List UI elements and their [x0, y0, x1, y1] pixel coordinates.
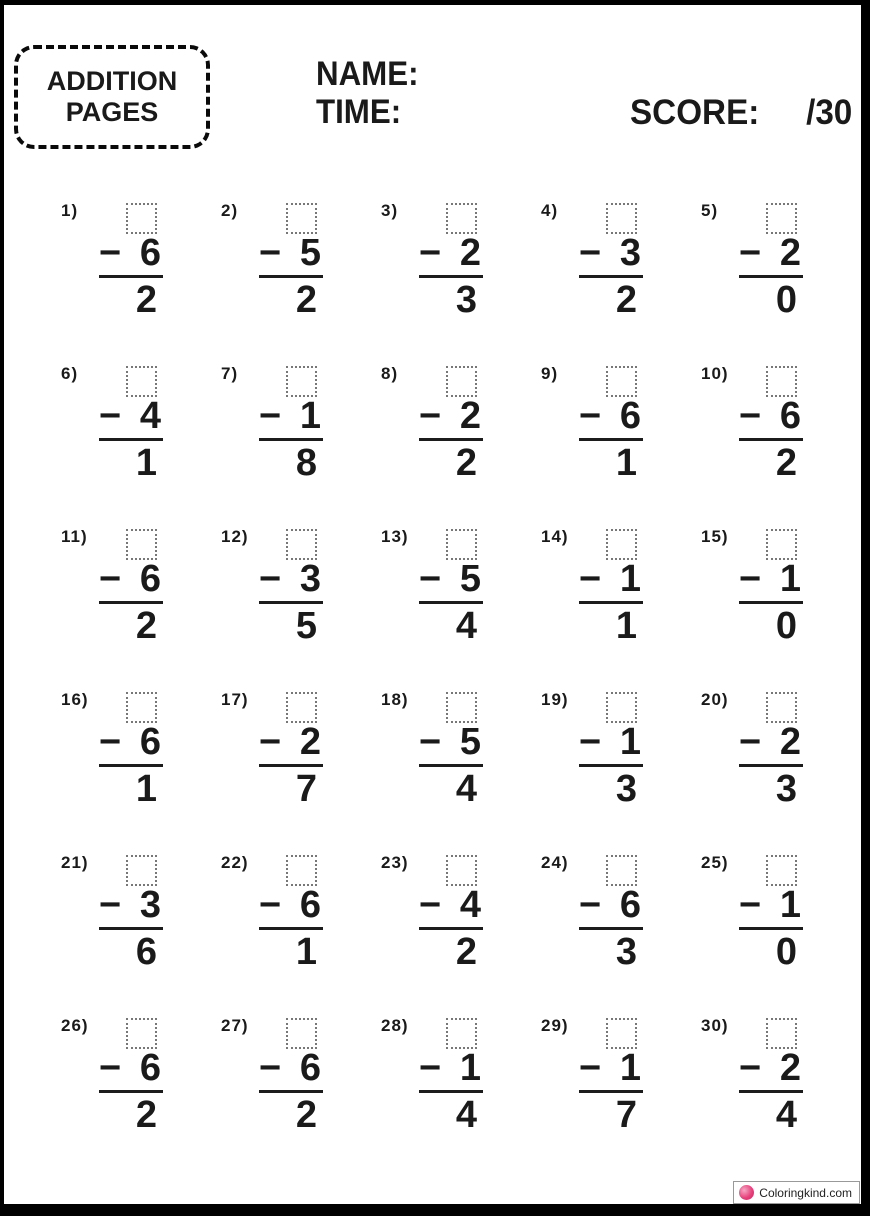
subtrahend: 1 [619, 721, 641, 763]
answer-box[interactable] [606, 366, 637, 397]
operand-row [579, 560, 643, 598]
equals-rule [739, 764, 803, 767]
subtrahend: 3 [619, 232, 641, 274]
problem-stack [739, 1018, 803, 1135]
operand-row [419, 560, 483, 598]
problem-stack [739, 366, 803, 483]
minus-sign: − [419, 884, 442, 926]
problem-number: 19) [541, 690, 569, 709]
equals-rule [99, 438, 163, 441]
minus-sign: − [579, 721, 602, 763]
problem-cell [209, 845, 369, 1008]
difference-value: 7 [295, 768, 317, 810]
subtrahend: 5 [459, 721, 481, 763]
equals-rule [579, 927, 643, 930]
answer-box[interactable] [126, 1018, 157, 1049]
answer-box[interactable] [606, 203, 637, 234]
minus-sign: − [99, 1047, 122, 1089]
problem-stack [259, 1018, 323, 1135]
problem-number: 13) [381, 527, 409, 546]
problem-number: 16) [61, 690, 89, 709]
equals-rule [419, 275, 483, 278]
operand-row [419, 1049, 483, 1087]
answer-box[interactable] [606, 692, 637, 723]
difference-value: 1 [615, 605, 637, 647]
operand-row [99, 234, 163, 272]
answer-box[interactable] [126, 366, 157, 397]
problem-number: 23) [381, 853, 409, 872]
problem-cell [209, 1008, 369, 1171]
name-label: NAME: [316, 55, 419, 93]
difference-value: 3 [615, 931, 637, 973]
answer-box[interactable] [446, 529, 477, 560]
operand-row [579, 397, 643, 435]
equals-rule [579, 1090, 643, 1093]
answer-box[interactable] [766, 529, 797, 560]
subtrahend: 6 [619, 395, 641, 437]
difference-value: 3 [455, 279, 477, 321]
difference-value: 0 [775, 605, 797, 647]
difference-value: 1 [135, 442, 157, 484]
problem-number: 30) [701, 1016, 729, 1035]
operand-row [739, 397, 803, 435]
problem-stack [419, 203, 483, 320]
minus-sign: − [99, 232, 122, 274]
minus-sign: − [419, 1047, 442, 1089]
answer-box[interactable] [446, 692, 477, 723]
subtrahend: 2 [779, 721, 801, 763]
answer-box[interactable] [126, 529, 157, 560]
problem-stack [419, 692, 483, 809]
minus-sign: − [739, 232, 762, 274]
difference-value: 4 [455, 1094, 477, 1136]
operand-row [739, 234, 803, 272]
answer-box[interactable] [126, 203, 157, 234]
subtrahend: 6 [779, 395, 801, 437]
problem-number: 5) [701, 201, 719, 220]
problem-cell [689, 1008, 849, 1171]
footer-brand [733, 1181, 860, 1204]
subtrahend: 2 [779, 232, 801, 274]
score-label: SCORE: [630, 93, 760, 132]
minus-sign: − [579, 1047, 602, 1089]
minus-sign: − [739, 558, 762, 600]
problem-number: 28) [381, 1016, 409, 1035]
minus-sign: − [259, 1047, 282, 1089]
problem-cell [209, 193, 369, 356]
problem-cell [529, 845, 689, 1008]
operand-row [99, 886, 163, 924]
problem-number: 18) [381, 690, 409, 709]
operand-row [419, 397, 483, 435]
problem-cell [529, 1008, 689, 1171]
problem-number: 1) [61, 201, 79, 220]
coloringkind-logo-icon [739, 1185, 754, 1200]
operand-row [419, 723, 483, 761]
minus-sign: − [579, 558, 602, 600]
minus-sign: − [259, 232, 282, 274]
problem-number: 10) [701, 364, 729, 383]
problem-number: 20) [701, 690, 729, 709]
problem-number: 26) [61, 1016, 89, 1035]
minus-sign: − [579, 884, 602, 926]
problem-cell [529, 193, 689, 356]
problem-cell [689, 519, 849, 682]
score-value: /30 [806, 93, 853, 132]
equals-rule [99, 927, 163, 930]
answer-box[interactable] [606, 529, 637, 560]
problem-cell [689, 845, 849, 1008]
problem-cell [49, 519, 209, 682]
footer-site-link[interactable]: Coloringkind.com [759, 1185, 852, 1200]
difference-value: 0 [775, 279, 797, 321]
worksheet-title-badge [14, 45, 210, 149]
subtrahend: 1 [779, 558, 801, 600]
problem-stack [739, 855, 803, 972]
equals-rule [579, 275, 643, 278]
operand-row [739, 723, 803, 761]
problem-number: 8) [381, 364, 399, 383]
problem-cell [689, 682, 849, 845]
subtrahend: 3 [299, 558, 321, 600]
equals-rule [739, 275, 803, 278]
minus-sign: − [259, 884, 282, 926]
problem-cell [209, 682, 369, 845]
difference-value: 2 [615, 279, 637, 321]
problem-number: 11) [61, 527, 88, 546]
answer-box[interactable] [766, 203, 797, 234]
problem-cell [49, 1008, 209, 1171]
operand-row [259, 886, 323, 924]
problem-number: 29) [541, 1016, 569, 1035]
minus-sign: − [259, 558, 282, 600]
difference-value: 2 [775, 442, 797, 484]
problem-cell [369, 1008, 529, 1171]
minus-sign: − [739, 721, 762, 763]
subtrahend: 6 [139, 721, 161, 763]
answer-box[interactable] [766, 366, 797, 397]
subtrahend: 4 [139, 395, 161, 437]
equals-rule [99, 1090, 163, 1093]
problem-number: 22) [221, 853, 249, 872]
problem-number: 6) [61, 364, 79, 383]
operand-row [419, 886, 483, 924]
difference-value: 4 [455, 605, 477, 647]
subtrahend: 6 [139, 232, 161, 274]
problem-number: 15) [701, 527, 729, 546]
subtrahend: 1 [619, 558, 641, 600]
subtrahend: 6 [619, 884, 641, 926]
problem-cell [369, 845, 529, 1008]
answer-box[interactable] [286, 203, 317, 234]
subtrahend: 4 [459, 884, 481, 926]
problem-stack [259, 692, 323, 809]
problem-cell [209, 356, 369, 519]
difference-value: 3 [615, 768, 637, 810]
operand-row [419, 234, 483, 272]
problem-stack [99, 203, 163, 320]
problem-number: 21) [61, 853, 89, 872]
minus-sign: − [419, 395, 442, 437]
subtrahend: 2 [459, 232, 481, 274]
difference-value: 1 [135, 768, 157, 810]
badge-line2: PAGES [65, 97, 159, 127]
operand-row [579, 723, 643, 761]
answer-box[interactable] [446, 203, 477, 234]
difference-value: 2 [295, 1094, 317, 1136]
problem-stack [99, 366, 163, 483]
problem-cell [689, 193, 849, 356]
problem-number: 27) [221, 1016, 249, 1035]
minus-sign: − [99, 884, 122, 926]
problem-stack [259, 203, 323, 320]
difference-value: 3 [775, 768, 797, 810]
equals-rule [419, 601, 483, 604]
problem-cell [369, 519, 529, 682]
answer-box[interactable] [446, 1018, 477, 1049]
difference-value: 4 [775, 1094, 797, 1136]
equals-rule [579, 438, 643, 441]
operand-row [99, 560, 163, 598]
problem-cell [689, 356, 849, 519]
difference-value: 1 [615, 442, 637, 484]
problem-stack [99, 1018, 163, 1135]
difference-value: 2 [295, 279, 317, 321]
operand-row [259, 723, 323, 761]
operand-row [579, 234, 643, 272]
problem-stack [99, 529, 163, 646]
subtrahend: 6 [299, 1047, 321, 1089]
subtrahend: 1 [619, 1047, 641, 1089]
problem-cell [369, 193, 529, 356]
equals-rule [259, 927, 323, 930]
problem-cell [49, 193, 209, 356]
equals-rule [739, 438, 803, 441]
equals-rule [739, 601, 803, 604]
answer-box[interactable] [126, 855, 157, 886]
problem-number: 4) [541, 201, 559, 220]
problem-stack [419, 1018, 483, 1135]
minus-sign: − [419, 721, 442, 763]
equals-rule [259, 1090, 323, 1093]
problem-stack [99, 855, 163, 972]
operand-row [579, 1049, 643, 1087]
answer-box[interactable] [126, 692, 157, 723]
answer-box[interactable] [286, 692, 317, 723]
operand-row [739, 886, 803, 924]
minus-sign: − [739, 395, 762, 437]
subtrahend: 1 [299, 395, 321, 437]
problem-number: 24) [541, 853, 569, 872]
problem-stack [579, 1018, 643, 1135]
answer-box[interactable] [606, 1018, 637, 1049]
score-block [630, 93, 852, 133]
problem-number: 17) [221, 690, 249, 709]
equals-rule [259, 438, 323, 441]
problem-stack [579, 692, 643, 809]
subtrahend: 2 [299, 721, 321, 763]
subtrahend: 6 [299, 884, 321, 926]
equals-rule [739, 927, 803, 930]
difference-value: 4 [455, 768, 477, 810]
equals-rule [99, 764, 163, 767]
problem-stack [259, 366, 323, 483]
difference-value: 2 [135, 1094, 157, 1136]
subtrahend: 6 [139, 558, 161, 600]
operand-row [259, 234, 323, 272]
badge-line1: ADDITION [46, 66, 178, 96]
operand-row [259, 397, 323, 435]
minus-sign: − [99, 721, 122, 763]
problem-stack [739, 692, 803, 809]
equals-rule [579, 764, 643, 767]
problem-number: 25) [701, 853, 729, 872]
operand-row [99, 723, 163, 761]
minus-sign: − [419, 558, 442, 600]
problem-number: 7) [221, 364, 239, 383]
problem-stack [99, 692, 163, 809]
minus-sign: − [579, 395, 602, 437]
operand-row [99, 397, 163, 435]
subtrahend: 6 [139, 1047, 161, 1089]
subtrahend: 3 [139, 884, 161, 926]
answer-box[interactable] [766, 692, 797, 723]
problem-stack [579, 366, 643, 483]
difference-value: 2 [135, 279, 157, 321]
problem-cell [49, 845, 209, 1008]
answer-box[interactable] [286, 855, 317, 886]
difference-value: 8 [295, 442, 317, 484]
minus-sign: − [259, 395, 282, 437]
difference-value: 5 [295, 605, 317, 647]
minus-sign: − [579, 232, 602, 274]
operand-row [739, 560, 803, 598]
problem-stack [739, 203, 803, 320]
problem-number: 9) [541, 364, 559, 383]
problem-cell [209, 519, 369, 682]
subtrahend: 2 [779, 1047, 801, 1089]
problem-cell [369, 682, 529, 845]
answer-box[interactable] [766, 1018, 797, 1049]
answer-box[interactable] [766, 855, 797, 886]
minus-sign: − [99, 395, 122, 437]
problem-stack [419, 529, 483, 646]
difference-value: 7 [615, 1094, 637, 1136]
minus-sign: − [739, 884, 762, 926]
problem-stack [259, 529, 323, 646]
equals-rule [99, 601, 163, 604]
minus-sign: − [99, 558, 122, 600]
problem-cell [529, 682, 689, 845]
operand-row [739, 1049, 803, 1087]
problem-stack [259, 855, 323, 972]
problem-stack [419, 855, 483, 972]
difference-value: 2 [455, 931, 477, 973]
equals-rule [579, 601, 643, 604]
operand-row [259, 1049, 323, 1087]
problem-stack [419, 366, 483, 483]
subtrahend: 2 [459, 395, 481, 437]
problem-stack [579, 203, 643, 320]
name-time-block [316, 55, 419, 131]
problem-number: 14) [541, 527, 569, 546]
time-label: TIME: [316, 93, 402, 131]
difference-value: 6 [135, 931, 157, 973]
problem-cell [49, 682, 209, 845]
difference-value: 2 [455, 442, 477, 484]
difference-value: 0 [775, 931, 797, 973]
subtrahend: 1 [779, 884, 801, 926]
subtrahend: 5 [459, 558, 481, 600]
problems-grid [49, 193, 849, 1171]
minus-sign: − [419, 232, 442, 274]
problem-stack [739, 529, 803, 646]
subtrahend: 5 [299, 232, 321, 274]
operand-row [99, 1049, 163, 1087]
problem-number: 12) [221, 527, 249, 546]
answer-box[interactable] [446, 366, 477, 397]
equals-rule [99, 275, 163, 278]
subtrahend: 1 [459, 1047, 481, 1089]
problem-stack [579, 855, 643, 972]
equals-rule [259, 764, 323, 767]
equals-rule [259, 601, 323, 604]
answer-box[interactable] [606, 855, 637, 886]
equals-rule [419, 1090, 483, 1093]
equals-rule [739, 1090, 803, 1093]
problem-cell [369, 356, 529, 519]
answer-box[interactable] [286, 1018, 317, 1049]
operand-row [259, 560, 323, 598]
answer-box[interactable] [446, 855, 477, 886]
problem-stack [579, 529, 643, 646]
equals-rule [419, 764, 483, 767]
problem-number: 3) [381, 201, 399, 220]
equals-rule [419, 438, 483, 441]
minus-sign: − [259, 721, 282, 763]
answer-box[interactable] [286, 366, 317, 397]
problem-cell [49, 356, 209, 519]
problem-cell [529, 356, 689, 519]
difference-value: 1 [295, 931, 317, 973]
equals-rule [259, 275, 323, 278]
equals-rule [419, 927, 483, 930]
operand-row [579, 886, 643, 924]
difference-value: 2 [135, 605, 157, 647]
answer-box[interactable] [286, 529, 317, 560]
problem-number: 2) [221, 201, 239, 220]
minus-sign: − [739, 1047, 762, 1089]
problem-cell [529, 519, 689, 682]
